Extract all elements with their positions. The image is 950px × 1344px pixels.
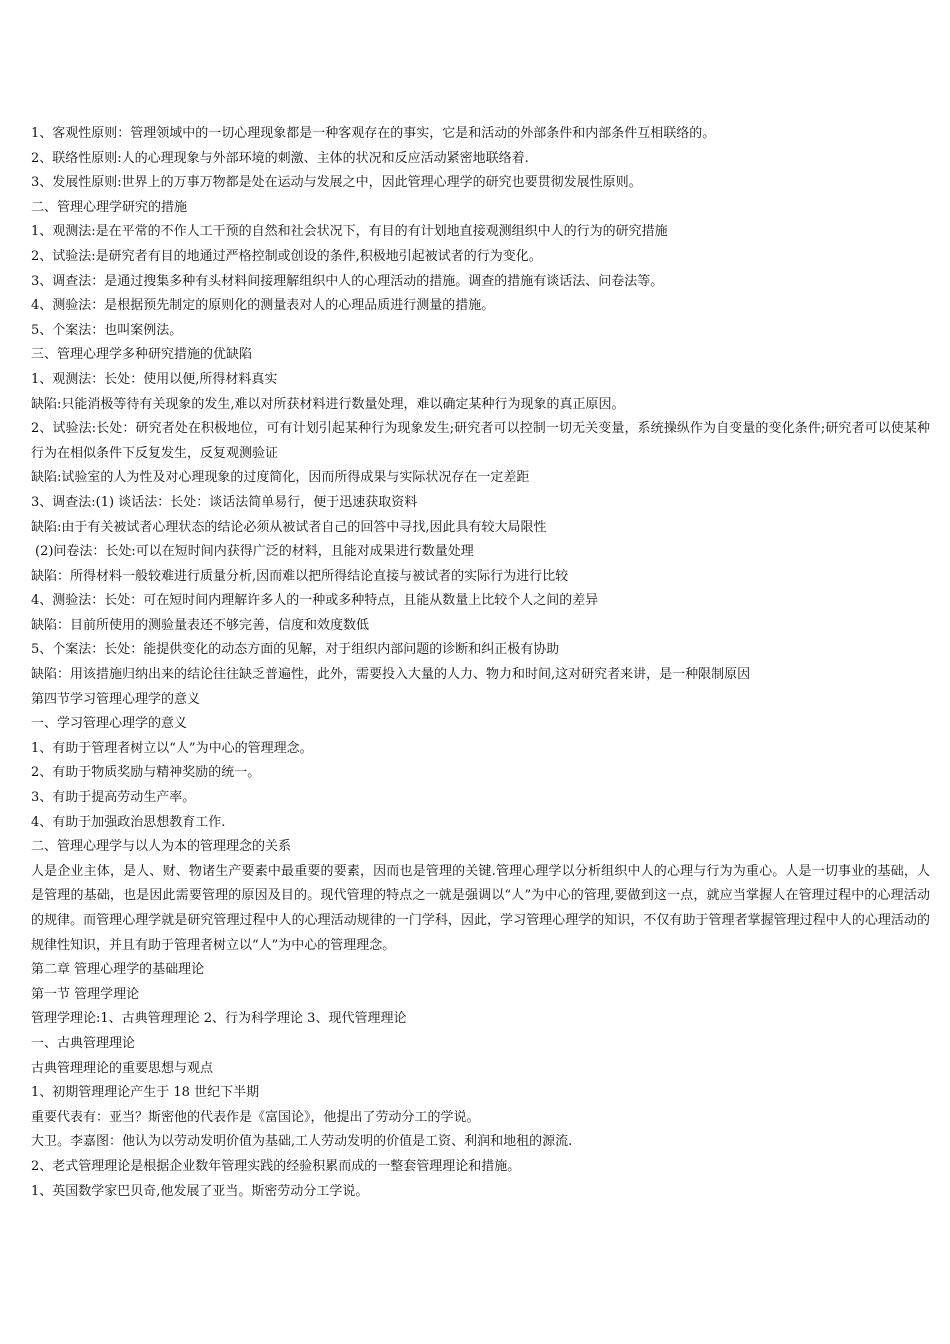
text-line: 缺陷:只能消极等待有关现象的发生,难以对所获材料进行数量处理，难以确定某种行为现象的真正原因。 xyxy=(31,396,625,412)
paragraph: 人是企业主体，是人、财、物诸生产要素中最重要的要素，因而也是管理的关键.管理心理学以分析组织中人的心理与行为为重心。人是一切事业的基础，人是管理的基础，也是因此需要管理的原因及目的。现代管理的特点之一就是强调以“人”为中心的管理,要做到这一点，就应当掌握人在管理过程中的心理活动的规律。而管理心理学就是研究管理过程中人的心理活动规律的一门学科，因此，学习管理心理学的知识，不仅有助于管理者掌握管理过程中人的心理活动的规律性知识，并且有助于管理者树立以“人”为中心的管理理念。 xyxy=(31,863,930,953)
text-line: 3、发展性原则:世界上的万事万物都是处在运动与发展之中，因此管理心理学的研究也要贯彻发展性原则。 xyxy=(31,175,642,191)
text-line: 2、有助于物质奖励与精神奖励的统一。 xyxy=(31,765,261,781)
text-line: 4、有助于加强政治思想教育工作. xyxy=(31,814,226,830)
text-line: 2、老式管理理论是根据企业数年管理实践的经验积累而成的一整套管理理论和措施。 xyxy=(31,1158,521,1174)
text-line: 3、调查法：是通过搜集多种有头材料间接理解组织中人的心理活动的措施。调查的措施有谈话法、问卷法等。 xyxy=(31,273,664,289)
text-line: 古典管理理论的重要思想与观点 xyxy=(31,1060,214,1076)
text-line: 管理学理论:1、古典管理理论 2、行为科学理论 3、现代管理理论 xyxy=(31,1011,407,1027)
text-line: 4、测验法：是根据预先制定的原则化的测量表对人的心理品质进行测量的措施。 xyxy=(31,298,495,314)
section-heading: 三、管理心理学多种研究措施的优缺陷 xyxy=(31,347,253,363)
text-line: 缺陷：目前所使用的测验量表还不够完善，信度和效度数低 xyxy=(31,617,370,633)
text-line: 1、观测法：长处：使用以便,所得材料真实 xyxy=(31,371,278,387)
text-line: (2)问卷法：长处:可以在短时间内获得广泛的材料，且能对成果进行数量处理 xyxy=(35,544,474,560)
text-line: 缺陷:试验室的人为性及对心理现象的过度简化，因而所得成果与实际状况存在一定差距 xyxy=(31,470,530,486)
section-heading: 一、学习管理心理学的意义 xyxy=(31,716,188,732)
document-page xyxy=(0,122,950,1204)
text-line: 5、个案法：也叫案例法。 xyxy=(31,322,183,338)
text-line: 大卫。李嘉图：他认为以劳动发明价值为基础,工人劳动发明的价值是工资、利润和地租的源流. xyxy=(31,1134,573,1150)
text-line: 缺陷：所得材料一般较难进行质量分析,因而难以把所得结论直接与被试者的实际行为进行比较 xyxy=(31,568,569,584)
text-line: 4、测验法：长处：可在短时间内理解许多人的一种或多种特点，且能从数量上比较个人之间的差异 xyxy=(31,593,599,609)
text-line: 3、调查法:(1) 谈话法：长处：谈话法简单易行，便于迅速获取资料 xyxy=(31,494,418,510)
text-line: 1、英国数学家巴贝奇,他发展了亚当。斯密劳动分工学说。 xyxy=(31,1183,369,1199)
text-line: 2、联络性原则:人的心理现象与外部环境的刺激、主体的状况和反应活动紧密地联络着. xyxy=(31,150,529,166)
paragraph: 2、试验法:长处：研究者处在积极地位，可有计划引起某种行为现象发生;研究者可以控制一切无关变量，系统操纵作为自变量的变化条件;研究者可以使某种行为在相似条件下反复发生，反复观测验证 xyxy=(31,421,930,461)
text-line: 缺陷：用该措施归纳出来的结论往往缺乏普遍性，此外，需要投入大量的人力、物力和时间,这对研究者来讲，是一种限制原因 xyxy=(31,667,751,683)
section-heading: 二、管理心理学与以人为本的管理理念的关系 xyxy=(31,839,292,855)
chapter-heading: 第二章 管理心理学的基础理论 xyxy=(31,962,205,978)
text-line: 重要代表有：亚当？斯密他的代表作是《富国论》，他提出了劳动分工的学说。 xyxy=(31,1109,480,1125)
text-line: 缺陷:由于有关被试者心理状态的结论必须从被试者自己的回答中寻找,因此具有较大局限性 xyxy=(31,519,547,535)
text-line: 1、有助于管理者树立以“人”为中心的管理理念。 xyxy=(31,740,313,756)
text-line: 3、有助于提高劳动生产率。 xyxy=(31,790,196,806)
section-heading: 二、管理心理学研究的措施 xyxy=(31,199,188,215)
text-line: 5、个案法：长处：能提供变化的动态方面的见解，对于组织内部问题的诊断和纠正极有协助 xyxy=(31,642,560,658)
text-line: 2、试验法:是研究者有目的地通过严格控制或创设的条件,积极地引起被试者的行为变化。 xyxy=(31,248,542,264)
text-line: 1、客观性原则：管理领域中的一切心理现象都是一种客观存在的事实，它是和活动的外部条件和内部条件互相联络的。 xyxy=(31,126,716,141)
section-heading: 一、古典管理理论 xyxy=(31,1035,136,1051)
text-line: 1、观测法:是在平常的不作人工干预的自然和社会状况下，有目的有计划地直接观测组织中人的行为的研究措施 xyxy=(31,224,668,240)
section-heading: 第四节学习管理心理学的意义 xyxy=(31,691,201,707)
text-line: 1、初期管理理论产生于 18 世纪下半期 xyxy=(31,1085,260,1101)
section-heading: 第一节 管理学理论 xyxy=(31,986,140,1002)
